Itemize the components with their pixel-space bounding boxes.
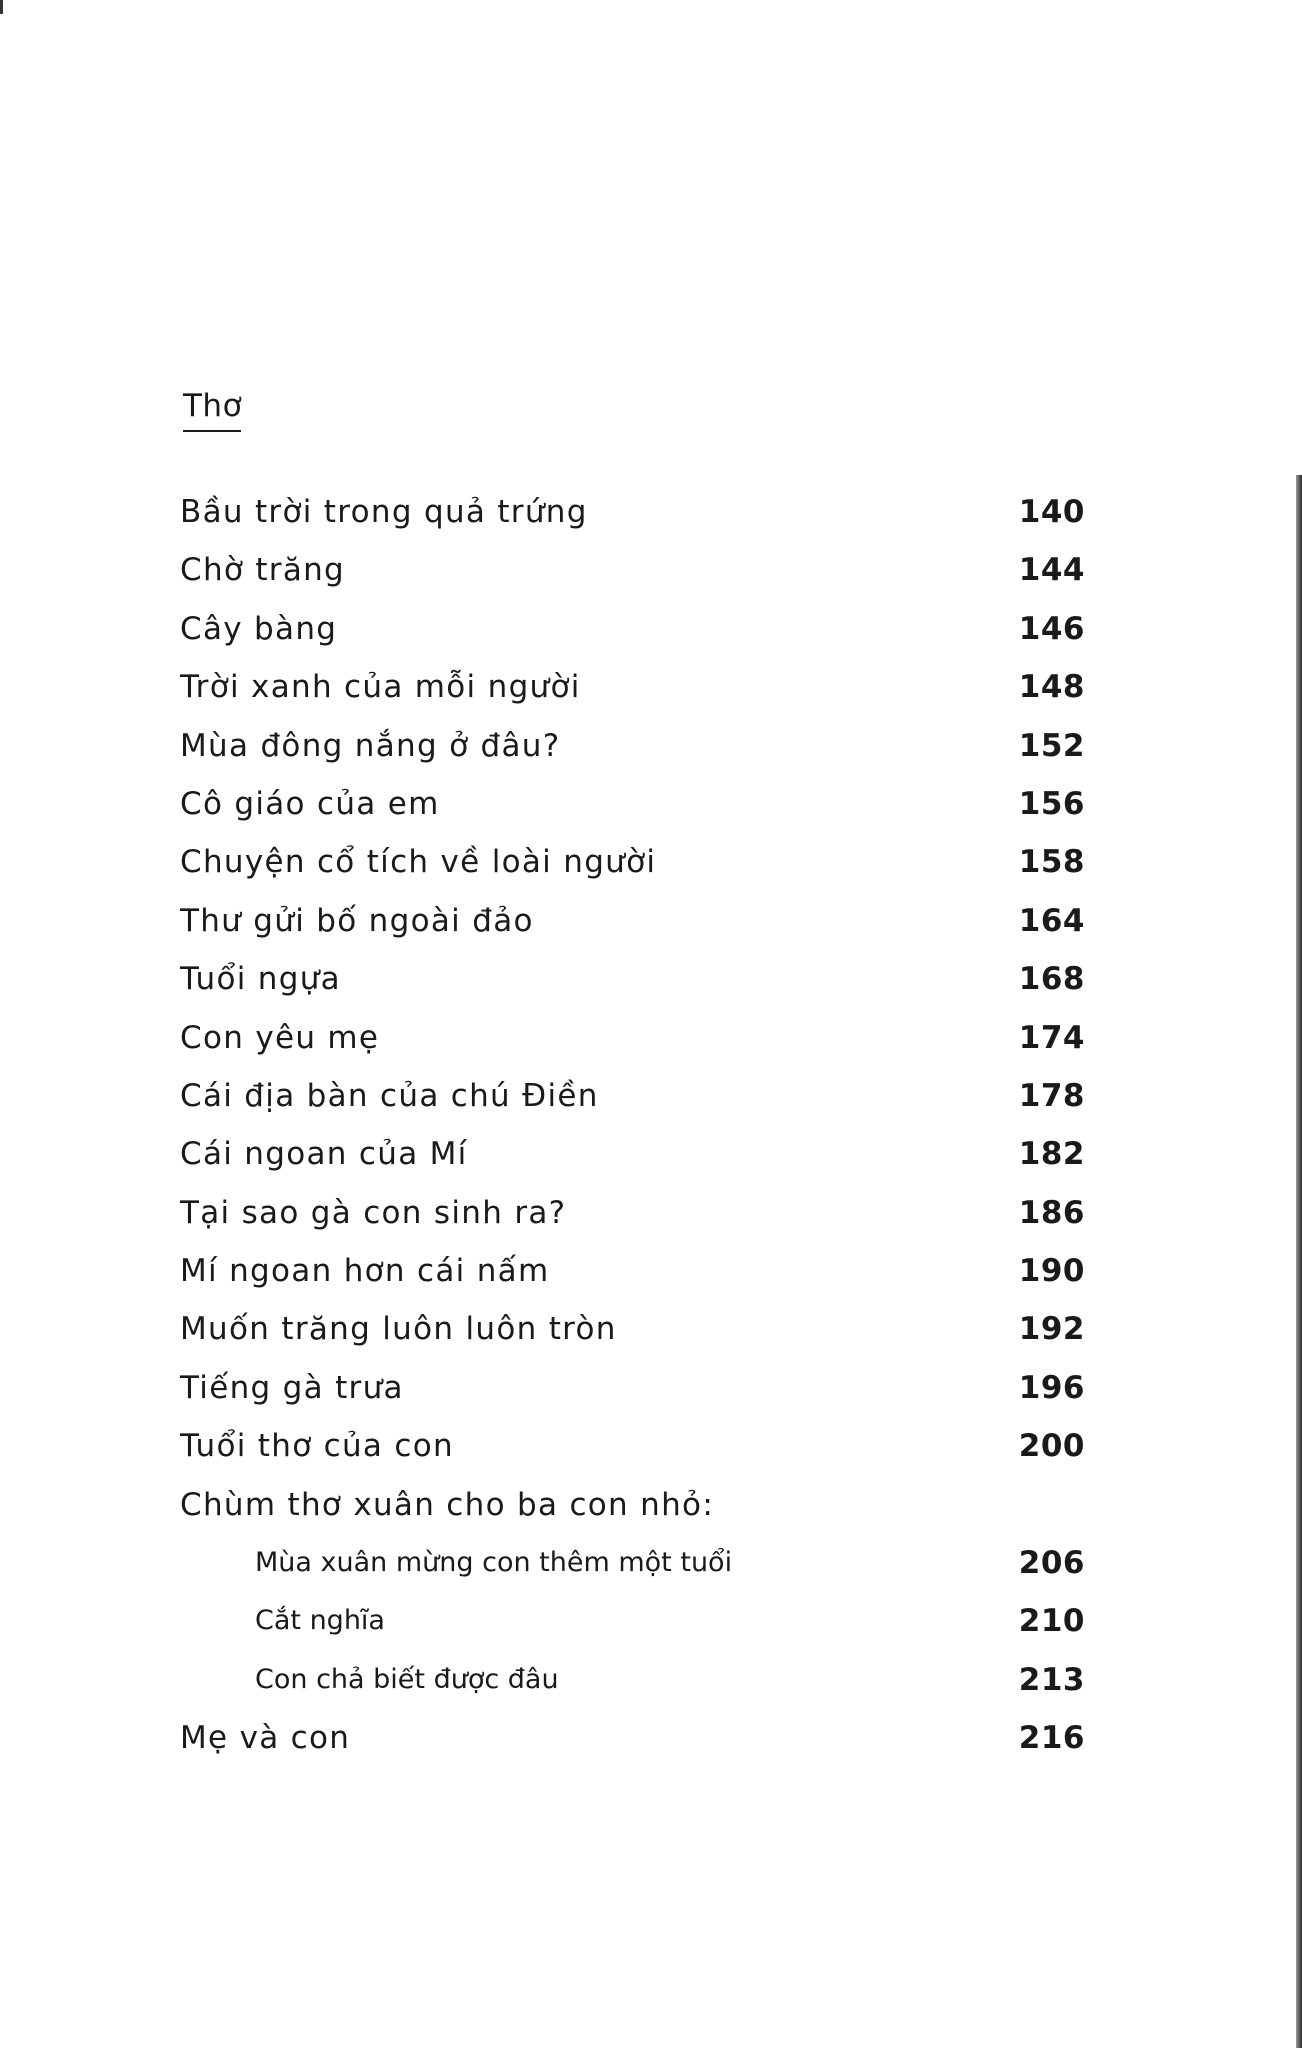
toc-entry-page: 192 (1018, 1311, 1085, 1348)
toc-entry-page: 178 (1018, 1077, 1085, 1114)
toc-entry-page: 158 (1018, 844, 1085, 881)
toc-subentry[interactable] (180, 1592, 1085, 1650)
toc-entry-title: Con yêu mẹ (180, 1019, 380, 1056)
toc-entry-title: Cắt nghĩa (255, 1605, 385, 1637)
toc-entry[interactable] (180, 1709, 1085, 1767)
toc-entry-page: 213 (1018, 1661, 1085, 1698)
toc-entry[interactable] (180, 1417, 1085, 1475)
toc-entry-page: 182 (1018, 1136, 1085, 1173)
toc-entry[interactable] (180, 833, 1085, 891)
toc-entry-title: Mùa đông nắng ở đâu? (180, 727, 561, 764)
toc-entry-title: Bầu trời trong quả trứng (180, 494, 588, 530)
toc-group-heading (180, 1476, 1085, 1534)
toc-subentry[interactable] (180, 1534, 1085, 1592)
toc-entry[interactable] (180, 775, 1085, 833)
toc-entry-title: Tuổi thơ của con (180, 1428, 454, 1465)
toc-entry-title: Mùa xuân mừng con thêm một tuổi (255, 1547, 733, 1579)
toc-entry[interactable] (180, 1359, 1085, 1417)
toc-entry[interactable] (180, 600, 1085, 658)
toc-entry-page: 148 (1018, 669, 1085, 706)
toc-entry-title: Tại sao gà con sinh ra? (180, 1194, 567, 1231)
toc-entry-page: 140 (1018, 494, 1085, 530)
toc-entry[interactable] (180, 1125, 1085, 1183)
toc-entry[interactable] (180, 717, 1085, 775)
toc-group-title: Chùm thơ xuân cho ba con nhỏ: (180, 1486, 715, 1523)
table-of-contents (180, 483, 1085, 1768)
toc-entry-page: 164 (1018, 902, 1085, 939)
toc-entry[interactable] (180, 483, 1085, 541)
toc-entry[interactable] (180, 658, 1085, 716)
toc-entry-title: Mí ngoan hơn cái nấm (180, 1253, 550, 1290)
page-edge-shadow (1296, 475, 1302, 2048)
toc-entry-page: 146 (1018, 610, 1085, 647)
toc-subentry[interactable] (180, 1651, 1085, 1709)
toc-entry[interactable] (180, 1242, 1085, 1300)
toc-entry-title: Mẹ và con (180, 1720, 351, 1757)
toc-entry-page: 174 (1018, 1019, 1085, 1056)
toc-entry-page: 216 (1018, 1720, 1085, 1757)
toc-entry-page: 190 (1018, 1253, 1085, 1290)
toc-entry[interactable] (180, 1184, 1085, 1242)
toc-entry[interactable] (180, 950, 1085, 1008)
toc-entry-page: 156 (1018, 785, 1085, 822)
toc-entry-page: 196 (1018, 1369, 1085, 1406)
toc-entry-title: Thư gửi bố ngoài đảo (180, 902, 534, 939)
scan-corner-mark (0, 0, 3, 14)
section-heading: Thơ (183, 388, 242, 432)
toc-entry-title: Cái ngoan của Mí (180, 1136, 468, 1173)
toc-entry-title: Cây bàng (180, 610, 338, 647)
toc-entry[interactable] (180, 1067, 1085, 1125)
toc-entry[interactable] (180, 541, 1085, 599)
toc-entry-title: Tuổi ngựa (180, 961, 341, 998)
toc-entry-title: Cô giáo của em (180, 785, 440, 822)
toc-entry-page: 168 (1018, 961, 1085, 998)
toc-entry[interactable] (180, 892, 1085, 950)
toc-entry-page: 144 (1018, 552, 1085, 589)
toc-entry-page: 206 (1018, 1545, 1085, 1582)
toc-entry[interactable] (180, 1300, 1085, 1358)
toc-entry-title: Chờ trăng (180, 552, 346, 589)
toc-entry-title: Cái địa bàn của chú Điền (180, 1077, 599, 1114)
toc-entry-page: 200 (1018, 1428, 1085, 1465)
toc-entry-title: Trời xanh của mỗi người (180, 669, 581, 706)
toc-entry-page: 152 (1018, 727, 1085, 764)
toc-entry-page: 210 (1018, 1603, 1085, 1640)
toc-entry[interactable] (180, 1009, 1085, 1067)
toc-entry-page: 186 (1018, 1194, 1085, 1231)
toc-entry-title: Con chả biết được đâu (255, 1663, 559, 1695)
toc-entry-title: Chuyện cổ tích về loài người (180, 844, 657, 881)
toc-entry-title: Muốn trăng luôn luôn tròn (180, 1311, 617, 1348)
toc-entry-title: Tiếng gà trưa (180, 1369, 404, 1406)
